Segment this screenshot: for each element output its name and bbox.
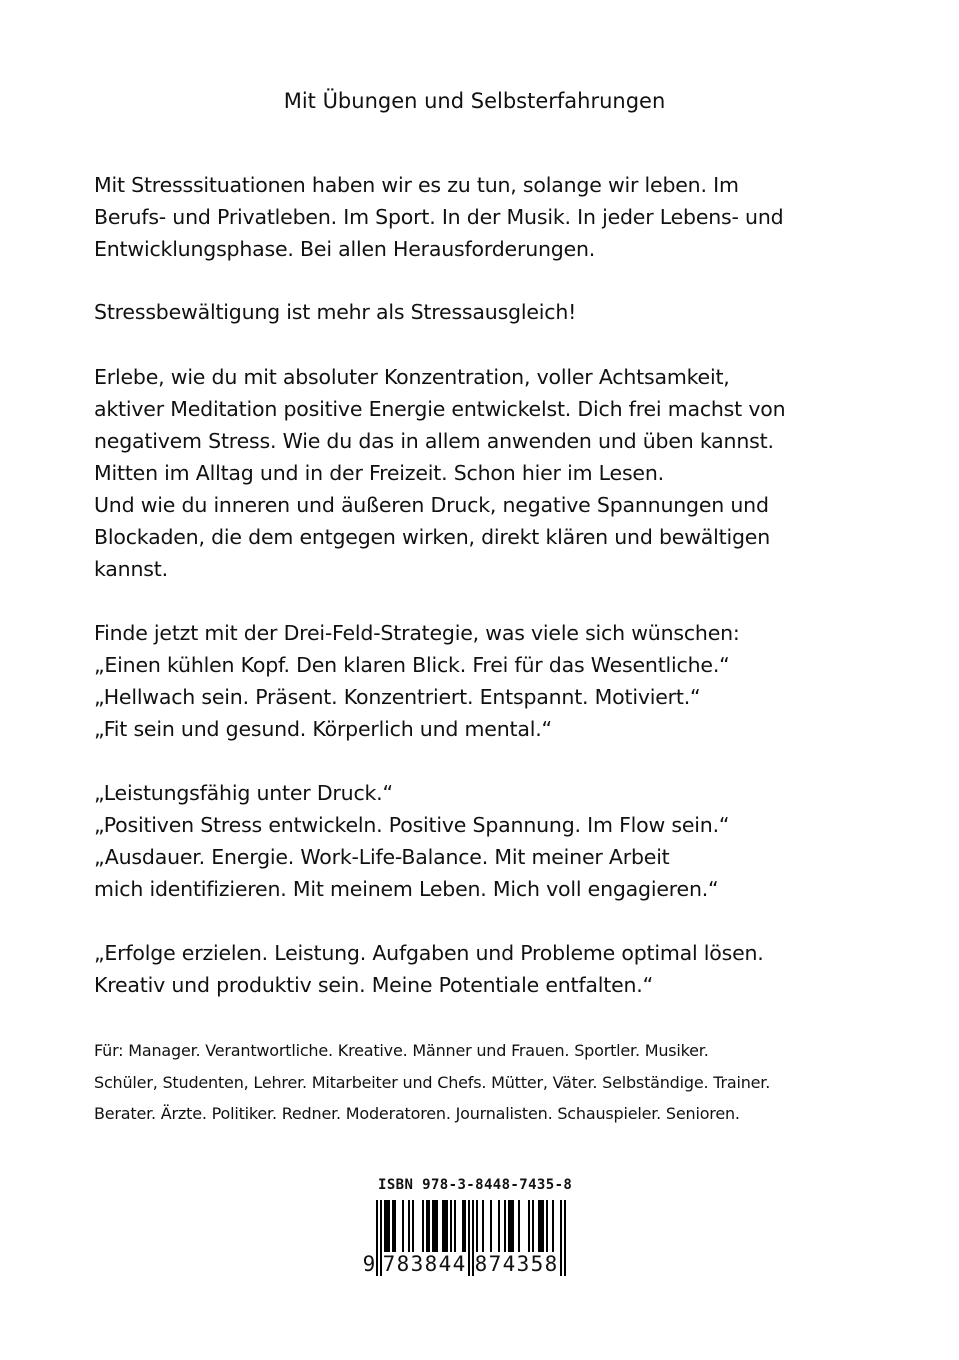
barcode-digit: 9 (362, 1252, 376, 1276)
blurb-line: Mit Stresssituationen haben wir es zu tun, solange wir leben. Im (94, 173, 739, 197)
isbn-barcode (362, 1176, 582, 1306)
barcode-digit: 3 (410, 1252, 424, 1276)
blurb-line: negativem Stress. Wie du das in allem anwenden und üben kannst. (94, 429, 774, 453)
barcode-digit: 5 (530, 1252, 544, 1276)
audience-line: Berater. Ärzte. Politiker. Redner. Moderatoren. Journalisten. Schauspieler. Senioren. (94, 1104, 740, 1123)
barcode-digit: 4 (438, 1252, 452, 1276)
barcode-digit: 3 (516, 1252, 530, 1276)
blurb-line: Erlebe, wie du mit absoluter Konzentration, voller Achtsamkeit, (94, 365, 730, 389)
barcode-digit: 8 (424, 1252, 438, 1276)
barcode-digit: 4 (502, 1252, 516, 1276)
blurb-line: Berufs- und Privatleben. Im Sport. In der Musik. In jeder Lebens- und (94, 205, 784, 229)
audience-line: Für: Manager. Verantwortliche. Kreative. Männer und Frauen. Sportler. Musiker. (94, 1041, 709, 1060)
isbn-label: ISBN 978-3-8448-7435-8 (378, 1177, 573, 1193)
blurb-line: Stressbewältigung ist mehr als Stressausgleich! (94, 300, 577, 324)
blurb-line: „Positiven Stress entwickeln. Positive Spannung. Im Flow sein.“ (94, 813, 730, 837)
blurb-line: „Fit sein und gesund. Körperlich und mental.“ (94, 717, 552, 741)
barcode-digit: 8 (544, 1252, 558, 1276)
blurb-line: Mitten im Alltag und in der Freizeit. Schon hier im Lesen. (94, 461, 664, 485)
blurb-line: „Erfolge erzielen. Leistung. Aufgaben und Probleme optimal lösen. (94, 941, 764, 965)
barcode-digit: 7 (382, 1252, 396, 1276)
blurb-line: Entwicklungsphase. Bei allen Herausforderungen. (94, 237, 596, 261)
blurb-line: Und wie du inneren und äußeren Druck, negative Spannungen und (94, 493, 769, 517)
audience-line: Schüler, Studenten, Lehrer. Mitarbeiter und Chefs. Mütter, Väter. Selbständige. Trainer. (94, 1073, 771, 1092)
barcode-digit: 8 (396, 1252, 410, 1276)
blurb-line: Kreativ und produktiv sein. Meine Potentiale entfalten.“ (94, 973, 654, 997)
blurb-line: kannst. (94, 557, 168, 581)
blurb-line: Blockaden, die dem entgegen wirken, direkt klären und bewältigen (94, 525, 770, 549)
blurb-line: mich identifizieren. Mit meinem Leben. Mich voll engagieren.“ (94, 877, 719, 901)
blurb-line: „Einen kühlen Kopf. Den klaren Blick. Frei für das Wesentliche.“ (94, 653, 730, 677)
book-subtitle: Mit Übungen und Selbsterfahrungen (283, 89, 666, 113)
barcode-digit: 7 (488, 1252, 502, 1276)
blurb-line: Finde jetzt mit der Drei-Feld-Strategie, was viele sich wünschen: (94, 621, 740, 645)
blurb-line: „Ausdauer. Energie. Work-Life-Balance. Mit meiner Arbeit (94, 845, 670, 869)
barcode-digit: 4 (452, 1252, 466, 1276)
barcode-digits (362, 1252, 582, 1282)
blurb-line: „Hellwach sein. Präsent. Konzentriert. Entspannt. Motiviert.“ (94, 685, 701, 709)
blurb-line: aktiver Meditation positive Energie entwickelst. Dich frei machst von (94, 397, 786, 421)
blurb-line: „Leistungsfähig unter Druck.“ (94, 781, 393, 805)
barcode-digit: 8 (474, 1252, 488, 1276)
